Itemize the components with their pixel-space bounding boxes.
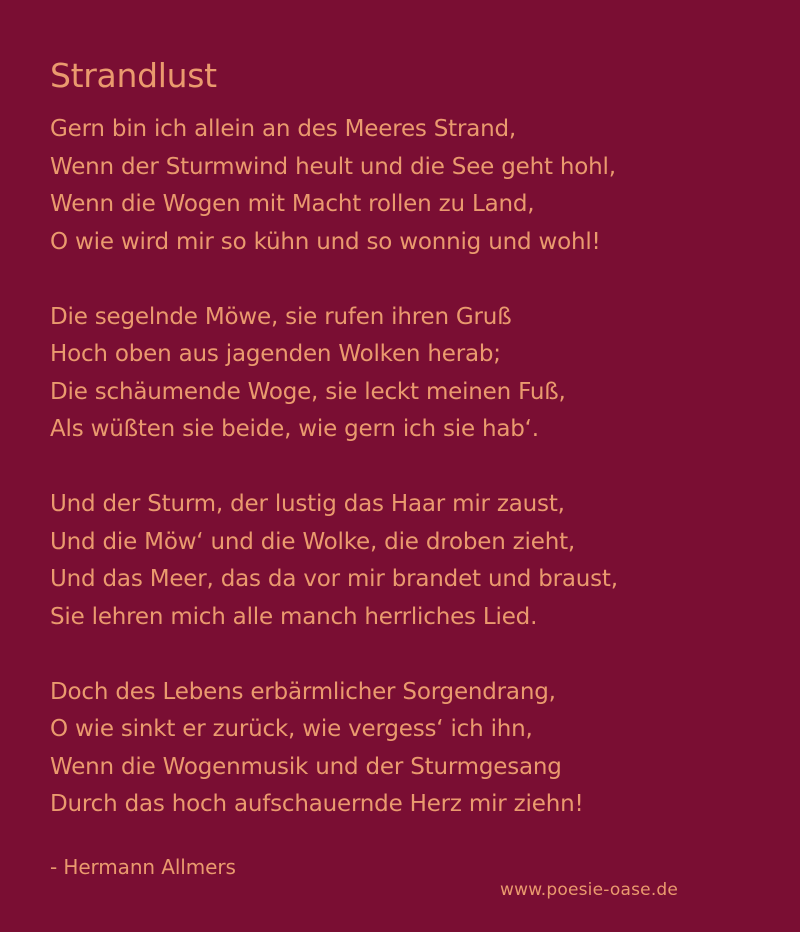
poem-line: Und die Möw‘ und die Wolke, die droben zieht, <box>50 528 575 555</box>
stanza-4 <box>50 674 770 824</box>
poem-line: Sie lehren mich alle manch herrliches Lied. <box>50 603 538 630</box>
stanza-2 <box>50 299 770 449</box>
poem-line: Wenn die Wogenmusik und der Sturmgesang <box>50 753 562 780</box>
poem-line: Hoch oben aus jagenden Wolken herab; <box>50 341 501 367</box>
poem-line: Als wüßten sie beide, wie gern ich sie hab‘. <box>50 416 539 442</box>
poem-body <box>50 111 770 861</box>
poem-line: Wenn der Sturmwind heult und die See geht hohl, <box>50 153 616 180</box>
poem-line: O wie sinkt er zurück, wie vergess‘ ich ihn, <box>50 716 533 742</box>
poem-line: O wie wird mir so kühn und so wonnig und wohl! <box>50 228 601 255</box>
poem-line: Wenn die Wogen mit Macht rollen zu Land, <box>50 191 535 217</box>
poem-line: Gern bin ich allein an des Meeres Strand, <box>50 116 517 142</box>
poem-author: - Hermann Allmers <box>50 855 236 879</box>
poem-line: Die schäumende Woge, sie leckt meinen Fuß, <box>50 378 566 405</box>
website-watermark: www.poesie-oase.de <box>500 880 679 900</box>
poem-line: Und der Sturm, der lustig das Haar mir zaust, <box>50 491 565 517</box>
poem-line: Die segelnde Möwe, sie rufen ihren Gruß <box>50 303 512 330</box>
poem-line: Und das Meer, das da vor mir brandet und braust, <box>50 566 618 592</box>
stanza-3 <box>50 486 770 636</box>
stanza-1 <box>50 111 770 261</box>
poem-line: Doch des Lebens erbärmlicher Sorgendrang, <box>50 678 556 705</box>
poem-line: Durch das hoch aufschauernde Herz mir ziehn! <box>50 791 584 817</box>
poem-title: Strandlust <box>50 56 217 95</box>
